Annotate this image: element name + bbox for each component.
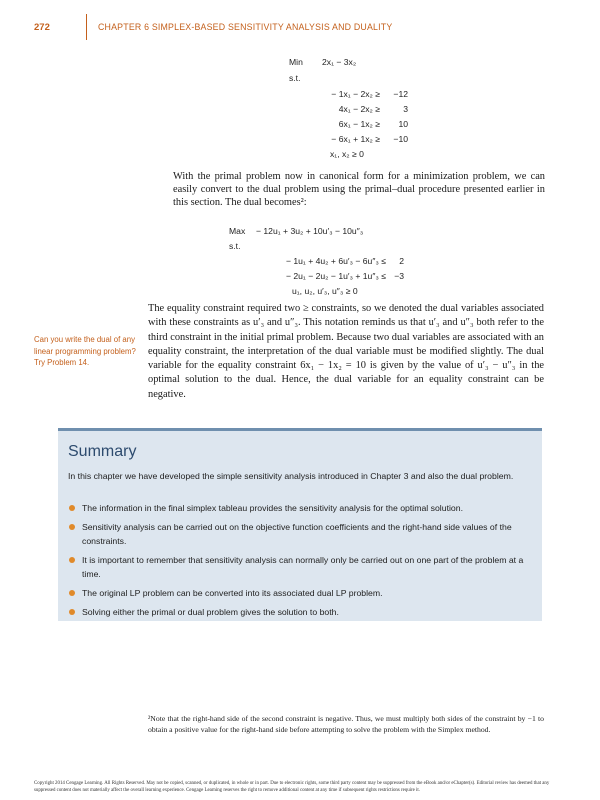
primal-nonnegativity: x₁, x₂ ≥ 0 <box>330 149 364 159</box>
list-item <box>68 553 530 581</box>
bullet-dot-icon <box>69 505 75 511</box>
margin-note: Can you write the dual of any linear programming problem? Try Problem 14. <box>34 335 136 368</box>
dual-constraint-rhs: 2 <box>399 256 404 266</box>
dual-st-label: s.t. <box>229 241 241 251</box>
primal-constraint-rhs: −12 <box>393 89 408 99</box>
dual-objective: − 12u₁ + 3u₂ + 10u′₃ − 10u″₃ <box>256 226 364 236</box>
list-item <box>68 605 530 619</box>
page-header <box>34 22 560 38</box>
summary-bullet-text: The information in the final simplex tableau provides the sensitivity analysis for the optimal solution. <box>82 503 463 513</box>
copyright-notice: Copyright 2014 Cengage Learning. All Rights Reserved. May not be copied, scanned, or duplicated, in whole or in part. Due to electronic rights, some third party content may be suppressed from the eBook and/or eChapter(s). Editorial review has deemed that any suppressed content does not materially affect the overall learning experience. Cengage Learning reserves the right to remove additional content at any time if subsequent rights restrictions require it. <box>34 781 550 793</box>
summary-title: Summary <box>68 443 137 460</box>
bullet-dot-icon <box>69 609 75 615</box>
primal-st-label: s.t. <box>289 73 301 83</box>
bullet-dot-icon <box>69 557 75 563</box>
dual-nonnegativity: u₁, u₂, u′₃, u″₃ ≥ 0 <box>292 286 358 296</box>
footnote: ²Note that the right-hand side of the second constraint is negative. Thus, we must multiply both sides of the constraint by −1 to obtain a positive value for the right-hand side before attempting to solve the problem with the Simplex method. <box>148 714 544 734</box>
primal-constraint-lhs: 4x₁ − 2x₂ ≥ <box>338 104 380 114</box>
dual-constraint-lhs: − 1u₁ + 4u₂ + 6u′₃ − 6u″₃ ≤ <box>285 256 386 266</box>
summary-bullet-list <box>68 501 530 624</box>
summary-intro: In this chapter we have developed the simple sensitivity analysis introduced in Chapter 3 and also the dual problem. <box>68 471 514 481</box>
summary-bullet-text: It is important to remember that sensitivity analysis can normally only be carried out on one part of the problem at a time. <box>82 555 524 579</box>
list-item <box>68 586 530 600</box>
primal-objective-label: Min <box>289 57 303 67</box>
summary-bullet-text: The original LP problem can be converted into its associated dual LP problem. <box>82 588 383 598</box>
primal-constraint-rhs: 3 <box>403 104 408 114</box>
primal-constraint-lhs: 6x₁ − 1x₂ ≥ <box>338 119 380 129</box>
chapter-title: CHAPTER 6 SIMPLEX-BASED SENSITIVITY ANALYSIS AND DUALITY <box>98 22 393 32</box>
primal-constraint-rhs: 10 <box>398 119 408 129</box>
paragraph-canonical-form: With the primal problem now in canonical form for a minimization problem, we can easily convert to the dual problem using the primal–dual procedure presented earlier in this section. The dual becomes²: <box>173 171 545 209</box>
primal-constraint-lhs: − 6x₁ + 1x₂ ≥ <box>331 134 380 144</box>
bullet-dot-icon <box>69 590 75 596</box>
header-divider <box>86 14 87 40</box>
dual-objective-label: Max <box>229 226 246 236</box>
paragraph-equality-constraint: The equality constraint required two ≥ constraints, so we denoted the dual variables associated with these constraints as u′₃ and u″₃. This notation reminds us that u′₃ and u″₃ both refer to the third constraint in the initial primal problem. Because two dual variables are associated with an equality constraint, the interpretation of the dual variable must be modified slightly. The dual variable for the equality constraint 6x₁ − 1x₂ = 10 is given by the value of u′₃ − u″₃ in the optimal solution to the dual. Hence, the dual variable for an equality constraint can be negative. <box>148 303 544 400</box>
summary-bullet-text: Sensitivity analysis can be carried out on the objective function coefficients and the right-hand side values of the constraints. <box>82 522 512 546</box>
primal-constraint-rhs: −10 <box>393 134 408 144</box>
dual-constraint-lhs: − 2u₁ − 2u₂ − 1u′₃ + 1u″₃ ≤ <box>285 271 386 281</box>
summary-box <box>58 428 542 621</box>
list-item <box>68 520 530 548</box>
summary-bullet-text: Solving either the primal or dual problem gives the solution to both. <box>82 607 339 617</box>
page-number: 272 <box>34 22 50 33</box>
primal-constraint-lhs: − 1x₁ − 2x₂ ≥ <box>331 89 380 99</box>
list-item <box>68 501 530 515</box>
primal-objective: 2x₁ − 3x₂ <box>322 57 357 67</box>
bullet-dot-icon <box>69 524 75 530</box>
dual-constraint-rhs: −3 <box>394 271 404 281</box>
